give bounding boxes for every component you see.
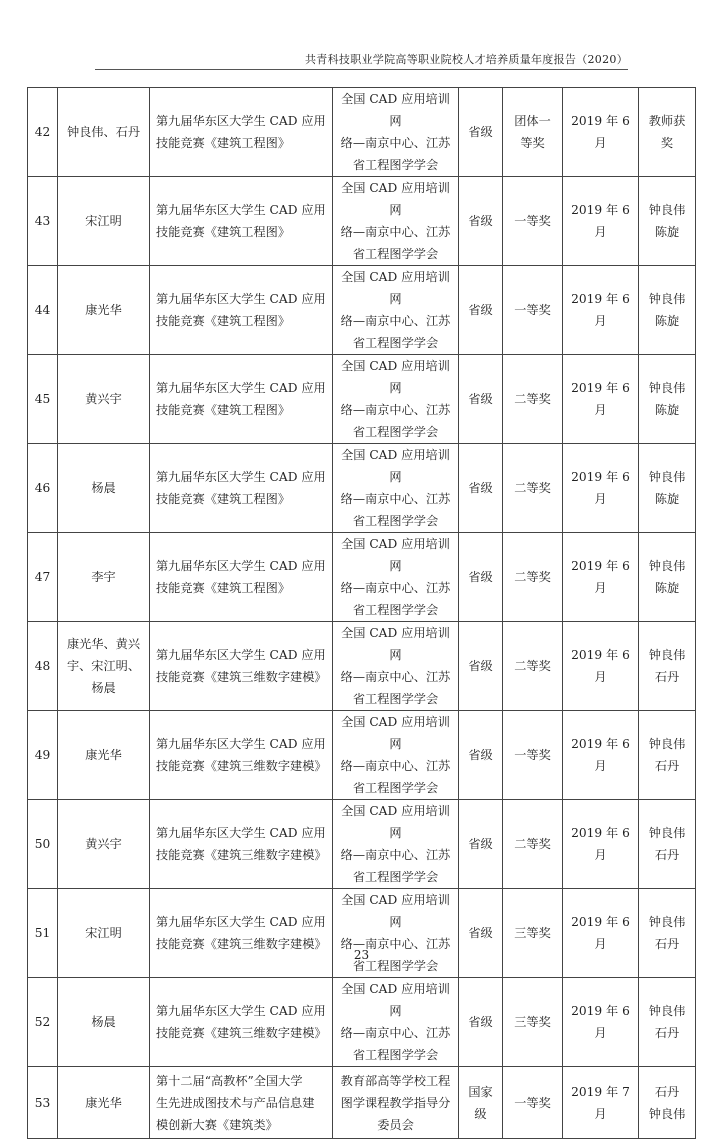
student-names-cell	[58, 800, 150, 889]
award-date-cell-text: 2019 年 6 月	[571, 114, 630, 150]
organizer-cell	[333, 978, 459, 1067]
organizer-cell-text: 教育部高等学校工程 图学课程教学指导分 委员会	[340, 1073, 451, 1132]
row-number-cell-text: 50	[34, 837, 51, 851]
table-row	[28, 88, 696, 177]
award-grade-cell	[503, 533, 563, 622]
instructor-cell	[639, 266, 696, 355]
row-number-cell-text: 44	[34, 303, 51, 317]
table-row	[28, 889, 696, 978]
award-grade-cell-text: 一等奖	[514, 1095, 551, 1110]
student-names-cell	[58, 355, 150, 444]
award-level-cell-text: 省级	[468, 214, 493, 228]
organizer-cell-text: 全国 CAD 应用培训网 络—南京中心、江苏 省工程图学学会	[340, 626, 451, 706]
award-level-cell-text: 省级	[468, 1015, 493, 1029]
award-grade-cell	[503, 266, 563, 355]
competition-name-cell-text: 第九届华东区大学生 CAD 应用 技能竞赛《建筑工程图》	[156, 470, 326, 506]
table-row	[28, 978, 696, 1067]
organizer-cell	[333, 355, 459, 444]
competition-name-cell	[150, 444, 333, 533]
instructor-cell-text: 石丹 钟良伟	[648, 1084, 686, 1121]
instructor-cell-text: 钟良伟 陈旋	[648, 203, 686, 239]
page-header	[95, 52, 628, 70]
award-date-cell	[563, 266, 639, 355]
award-grade-cell-text: 三等奖	[514, 1015, 551, 1029]
competition-name-cell	[150, 88, 333, 177]
student-names-cell-text: 康光华、黄兴 宇、宋江明、 杨晨	[66, 637, 141, 695]
award-grade-cell-text: 一等奖	[514, 748, 551, 762]
instructor-cell	[639, 622, 696, 711]
student-names-cell-text: 康光华	[85, 303, 122, 317]
organizer-cell-text: 全国 CAD 应用培训网 络—南京中心、江苏 省工程图学学会	[340, 448, 451, 528]
award-date-cell-text: 2019 年 7 月	[571, 1084, 630, 1121]
award-level-cell	[459, 889, 503, 978]
row-number-cell	[28, 711, 58, 800]
instructor-cell	[639, 1067, 696, 1139]
award-grade-cell-text: 二等奖	[514, 392, 551, 406]
award-date-cell-text: 2019 年 6 月	[571, 559, 630, 595]
instructor-cell	[639, 355, 696, 444]
award-level-cell	[459, 800, 503, 889]
page-number: 23	[353, 948, 370, 962]
competition-name-cell-text: 第九届华东区大学生 CAD 应用 技能竞赛《建筑工程图》	[156, 559, 326, 595]
award-level-cell	[459, 266, 503, 355]
student-names-cell-text: 钟良伟、石丹	[66, 125, 141, 139]
row-number-cell-text: 45	[34, 392, 51, 406]
row-number-cell-text: 47	[34, 570, 51, 584]
award-grade-cell	[503, 889, 563, 978]
row-number-cell	[28, 1067, 58, 1139]
instructor-cell	[639, 88, 696, 177]
student-names-cell	[58, 978, 150, 1067]
row-number-cell	[28, 355, 58, 444]
row-number-cell-text: 53	[34, 1095, 51, 1110]
award-grade-cell-text: 一等奖	[514, 303, 551, 317]
student-names-cell-text: 宋江明	[85, 214, 122, 228]
award-date-cell	[563, 889, 639, 978]
row-number-cell-text: 52	[34, 1015, 51, 1029]
row-number-cell	[28, 800, 58, 889]
competition-name-cell	[150, 889, 333, 978]
table-row	[28, 444, 696, 533]
award-date-cell	[563, 800, 639, 889]
competition-name-cell-text: 第九届华东区大学生 CAD 应用 技能竞赛《建筑三维数字建模》	[156, 826, 327, 862]
award-level-cell	[459, 355, 503, 444]
row-number-cell	[28, 88, 58, 177]
organizer-cell-text: 全国 CAD 应用培训网 络—南京中心、江苏 省工程图学学会	[340, 92, 451, 172]
award-level-cell-text: 省级	[468, 481, 493, 495]
award-grade-cell	[503, 177, 563, 266]
instructor-cell-text: 钟良伟 陈旋	[648, 559, 686, 595]
award-level-cell-text: 省级	[468, 748, 493, 762]
award-grade-cell	[503, 622, 563, 711]
award-date-cell	[563, 444, 639, 533]
organizer-cell	[333, 266, 459, 355]
table-row	[28, 266, 696, 355]
row-number-cell	[28, 266, 58, 355]
instructor-cell-text: 钟良伟 石丹	[648, 648, 686, 684]
table-row	[28, 622, 696, 711]
award-level-cell	[459, 88, 503, 177]
award-date-cell	[563, 177, 639, 266]
award-level-cell-text: 国家 级	[468, 1084, 493, 1121]
award-date-cell-text: 2019 年 6 月	[571, 648, 630, 684]
instructor-cell	[639, 711, 696, 800]
student-names-cell-text: 杨晨	[91, 1015, 116, 1029]
competition-name-cell	[150, 622, 333, 711]
award-date-cell-text: 2019 年 6 月	[571, 1004, 630, 1040]
award-date-cell	[563, 355, 639, 444]
organizer-cell-text: 全国 CAD 应用培训网 络—南京中心、江苏 省工程图学学会	[340, 537, 451, 617]
award-level-cell-text: 省级	[468, 392, 493, 406]
competition-name-cell	[150, 177, 333, 266]
row-number-cell-text: 46	[34, 481, 51, 495]
award-grade-cell	[503, 800, 563, 889]
competition-name-cell	[150, 711, 333, 800]
organizer-cell-text: 全国 CAD 应用培训网 络—南京中心、江苏 省工程图学学会	[340, 270, 451, 350]
award-grade-cell-text: 二等奖	[514, 659, 551, 673]
award-level-cell-text: 省级	[468, 659, 493, 673]
competition-name-cell	[150, 266, 333, 355]
table-row	[28, 533, 696, 622]
row-number-cell	[28, 978, 58, 1067]
instructor-cell	[639, 177, 696, 266]
awards-table	[27, 87, 696, 1139]
organizer-cell	[333, 444, 459, 533]
award-grade-cell	[503, 711, 563, 800]
award-grade-cell-text: 一等奖	[514, 214, 551, 228]
award-date-cell	[563, 1067, 639, 1139]
report-title: 共青科技职业学院高等职业院校人才培养质量年度报告（2020）	[305, 53, 628, 66]
organizer-cell	[333, 711, 459, 800]
organizer-cell	[333, 88, 459, 177]
table-row	[28, 355, 696, 444]
award-date-cell	[563, 978, 639, 1067]
award-level-cell-text: 省级	[468, 570, 493, 584]
award-grade-cell	[503, 444, 563, 533]
instructor-cell-text: 钟良伟 石丹	[648, 1004, 686, 1040]
student-names-cell-text: 黄兴宇	[85, 392, 122, 406]
instructor-cell-text: 钟良伟 石丹	[648, 826, 686, 862]
organizer-cell	[333, 800, 459, 889]
row-number-cell-text: 49	[34, 748, 51, 762]
instructor-cell-text: 钟良伟 陈旋	[648, 470, 686, 506]
student-names-cell-text: 杨晨	[91, 481, 116, 495]
student-names-cell-text: 康光华	[85, 748, 122, 762]
instructor-cell-text: 钟良伟 石丹	[648, 915, 686, 951]
table-row	[28, 711, 696, 800]
competition-name-cell-text: 第十二届“高教杯”全国大学 生先进成图技术与产品信息建 模创新大赛《建筑类》	[156, 1073, 315, 1132]
organizer-cell-text: 全国 CAD 应用培训网 络—南京中心、江苏 省工程图学学会	[340, 359, 451, 439]
award-date-cell-text: 2019 年 6 月	[571, 470, 630, 506]
award-date-cell-text: 2019 年 6 月	[571, 381, 630, 417]
student-names-cell	[58, 1067, 150, 1139]
student-names-cell	[58, 444, 150, 533]
instructor-cell	[639, 978, 696, 1067]
award-level-cell	[459, 444, 503, 533]
award-grade-cell	[503, 978, 563, 1067]
student-names-cell	[58, 88, 150, 177]
award-level-cell	[459, 533, 503, 622]
instructor-cell-text: 钟良伟 石丹	[648, 737, 686, 773]
row-number-cell	[28, 533, 58, 622]
award-level-cell	[459, 978, 503, 1067]
row-number-cell	[28, 177, 58, 266]
competition-name-cell-text: 第九届华东区大学生 CAD 应用 技能竞赛《建筑三维数字建模》	[156, 648, 327, 684]
organizer-cell	[333, 889, 459, 978]
organizer-cell-text: 全国 CAD 应用培训网 络—南京中心、江苏 省工程图学学会	[340, 181, 451, 261]
competition-name-cell-text: 第九届华东区大学生 CAD 应用 技能竞赛《建筑工程图》	[156, 114, 326, 150]
competition-name-cell	[150, 978, 333, 1067]
competition-name-cell-text: 第九届华东区大学生 CAD 应用 技能竞赛《建筑三维数字建模》	[156, 915, 327, 951]
award-date-cell	[563, 711, 639, 800]
student-names-cell	[58, 177, 150, 266]
award-level-cell	[459, 711, 503, 800]
award-date-cell	[563, 533, 639, 622]
instructor-cell	[639, 889, 696, 978]
award-level-cell	[459, 622, 503, 711]
instructor-cell	[639, 444, 696, 533]
award-grade-cell-text: 二等奖	[514, 570, 551, 584]
award-date-cell-text: 2019 年 6 月	[571, 292, 630, 328]
instructor-cell	[639, 800, 696, 889]
competition-name-cell-text: 第九届华东区大学生 CAD 应用 技能竞赛《建筑三维数字建模》	[156, 1004, 327, 1040]
instructor-cell-text: 钟良伟 陈旋	[648, 381, 686, 417]
award-level-cell	[459, 1067, 503, 1139]
award-date-cell-text: 2019 年 6 月	[571, 737, 630, 773]
award-date-cell	[563, 88, 639, 177]
student-names-cell-text: 康光华	[85, 1095, 122, 1110]
table-row	[28, 800, 696, 889]
award-level-cell-text: 省级	[468, 125, 493, 139]
row-number-cell	[28, 889, 58, 978]
student-names-cell	[58, 533, 150, 622]
student-names-cell	[58, 711, 150, 800]
organizer-cell-text: 全国 CAD 应用培训网 络—南京中心、江苏 省工程图学学会	[340, 804, 451, 884]
organizer-cell	[333, 533, 459, 622]
award-date-cell-text: 2019 年 6 月	[571, 826, 630, 862]
student-names-cell	[58, 889, 150, 978]
row-number-cell-text: 42	[34, 125, 51, 139]
organizer-cell	[333, 1067, 459, 1139]
competition-name-cell-text: 第九届华东区大学生 CAD 应用 技能竞赛《建筑工程图》	[156, 203, 326, 239]
organizer-cell-text: 全国 CAD 应用培训网 络—南京中心、江苏 省工程图学学会	[340, 715, 451, 795]
instructor-cell	[639, 533, 696, 622]
competition-name-cell-text: 第九届华东区大学生 CAD 应用 技能竞赛《建筑三维数字建模》	[156, 737, 327, 773]
organizer-cell	[333, 177, 459, 266]
competition-name-cell	[150, 1067, 333, 1139]
organizer-cell	[333, 622, 459, 711]
award-date-cell	[563, 622, 639, 711]
table-row	[28, 177, 696, 266]
row-number-cell	[28, 444, 58, 533]
organizer-cell-text: 全国 CAD 应用培训网 络—南京中心、江苏 省工程图学学会	[340, 982, 451, 1062]
competition-name-cell-text: 第九届华东区大学生 CAD 应用 技能竞赛《建筑工程图》	[156, 292, 326, 328]
award-grade-cell	[503, 1067, 563, 1139]
instructor-cell-text: 教师获 奖	[648, 114, 686, 150]
student-names-cell-text: 黄兴宇	[85, 837, 122, 851]
competition-name-cell	[150, 533, 333, 622]
student-names-cell-text: 宋江明	[85, 926, 122, 940]
award-grade-cell-text: 三等奖	[514, 926, 551, 940]
student-names-cell	[58, 622, 150, 711]
row-number-cell-text: 43	[34, 214, 51, 228]
competition-name-cell	[150, 800, 333, 889]
competition-name-cell	[150, 355, 333, 444]
award-grade-cell-text: 团体一 等奖	[514, 114, 551, 150]
award-level-cell-text: 省级	[468, 926, 493, 940]
award-grade-cell	[503, 355, 563, 444]
award-grade-cell	[503, 88, 563, 177]
student-names-cell	[58, 266, 150, 355]
row-number-cell-text: 51	[34, 926, 51, 940]
award-level-cell-text: 省级	[468, 303, 493, 317]
award-date-cell-text: 2019 年 6 月	[571, 915, 630, 951]
award-level-cell	[459, 177, 503, 266]
award-date-cell-text: 2019 年 6 月	[571, 203, 630, 239]
award-grade-cell-text: 二等奖	[514, 481, 551, 495]
student-names-cell-text: 李宇	[91, 570, 116, 584]
award-grade-cell-text: 二等奖	[514, 837, 551, 851]
row-number-cell	[28, 622, 58, 711]
row-number-cell-text: 48	[34, 659, 51, 673]
instructor-cell-text: 钟良伟 陈旋	[648, 292, 686, 328]
table-row	[28, 1067, 696, 1139]
award-level-cell-text: 省级	[468, 837, 493, 851]
competition-name-cell-text: 第九届华东区大学生 CAD 应用 技能竞赛《建筑工程图》	[156, 381, 326, 417]
organizer-cell-text: 全国 CAD 应用培训网 络—南京中心、江苏 省工程图学学会	[340, 893, 451, 973]
